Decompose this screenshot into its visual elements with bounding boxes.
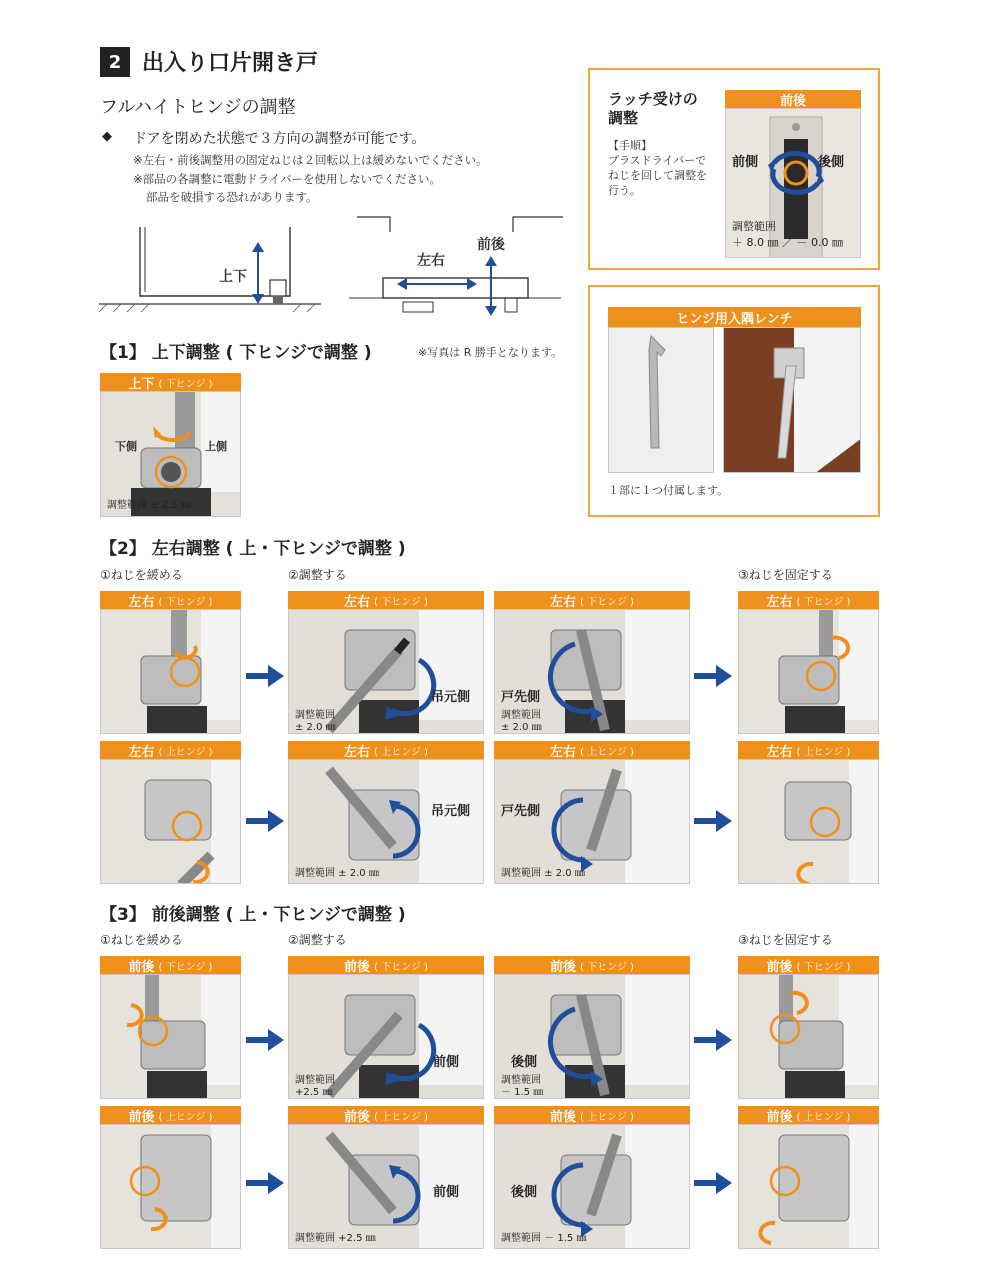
lr-upper-edge-range: 調整範囲 ± 2.0 ㎜: [501, 868, 585, 879]
arrow-right-icon: [694, 1029, 732, 1051]
fb-lower-front-range: 調整範囲 +2.5 ㎜: [295, 1075, 335, 1098]
lr-upper-loosen-panel: [100, 741, 241, 884]
lr-upper-adjust-hinge-panel: [288, 741, 484, 884]
fb-lower-adjust-back-photo: [494, 974, 690, 1099]
fb-lower-fix-tag: 前後 ( 下ヒンジ ): [738, 956, 879, 974]
section1-title: 【1】 上下調整 ( 下ヒンジで調整 ): [100, 343, 372, 363]
section2-step-loosen: ①ねじを緩める: [100, 568, 183, 582]
fb-lower-front-label: 前側: [433, 1055, 460, 1070]
arrow-right-icon: [246, 1029, 284, 1051]
latch-procedure: 【手順】 プラスドライバーで ねじを回して調整を 行う。: [608, 139, 707, 197]
fb-lower-loosen-panel: [100, 956, 241, 1099]
fb-lower-adjust-front-photo: [288, 974, 484, 1099]
lr-lower-adjust-hinge-photo: [288, 609, 484, 734]
section3-step-fix: ③ねじを固定する: [738, 933, 833, 947]
arrow-right-icon: [246, 1172, 284, 1194]
lr-upper-adjust-edge-photo: [494, 759, 690, 884]
section-title: 出入り口片開き戸: [142, 51, 319, 76]
lr-lower-adjust-edge-tag: 左右 ( 下ヒンジ ): [494, 591, 690, 609]
fb-upper-loosen-tag: 前後 ( 上ヒンジ ): [100, 1106, 241, 1124]
fb-upper-loosen-panel: [100, 1106, 241, 1249]
lr-lower-adjust-edge-photo: [494, 609, 690, 734]
wrench-note: １部に１つ付属します。: [608, 484, 729, 497]
lr-upper-edge-side-label: 戸先側: [501, 804, 541, 819]
lr-lower-loosen-tag: 左右 ( 下ヒンジ ): [100, 591, 241, 609]
wrench-photo: [608, 327, 714, 473]
lr-lower-edge-range: 調整範囲 ± 2.0 ㎜: [501, 710, 542, 733]
fb-lower-loosen-tag: 前後 ( 下ヒンジ ): [100, 956, 241, 974]
diamond-bullet-icon: ◆: [102, 129, 112, 144]
fb-upper-adjust-back-tag: 前後 ( 上ヒンジ ): [494, 1106, 690, 1124]
fb-upper-back-label: 後側: [511, 1185, 538, 1200]
updown-label: 上下: [219, 269, 247, 285]
lr-lower-adjust-hinge-tag: 左右 ( 下ヒンジ ): [288, 591, 484, 609]
latch-strike-adjust-box: [588, 68, 880, 270]
fb-upper-front-range: 調整範囲 +2.5 ㎜: [295, 1233, 376, 1244]
fb-upper-adjust-front-photo: [288, 1124, 484, 1249]
section2-step-adjust: ②調整する: [288, 568, 347, 582]
subtitle: フルハイトヒンジの調整: [100, 97, 296, 118]
lr-upper-adjust-edge-tag: 左右 ( 上ヒンジ ): [494, 741, 690, 759]
section-number-badge: 2: [100, 47, 130, 77]
lr-upper-adjust-hinge-photo: [288, 759, 484, 884]
lr-upper-hinge-side-label: 吊元側: [431, 804, 471, 819]
section3-title: 【3】 前後調整 ( 上・下ヒンジで調整 ): [100, 905, 406, 925]
fb-upper-fix-photo: [738, 1124, 879, 1249]
plan-view-diagram: [345, 212, 565, 322]
updown-range: 調整範囲 ± 2.5 ㎜: [107, 500, 191, 511]
section2-step-fix: ③ねじを固定する: [738, 568, 833, 582]
fb-lower-fix-panel: [738, 956, 879, 1099]
latch-back-label: 後側: [818, 155, 845, 170]
latch-front-label: 前側: [732, 155, 759, 170]
lr-upper-adjust-edge-panel: [494, 741, 690, 884]
note-damage-risk: 部品を破損する恐れがあります。: [146, 190, 318, 204]
fb-upper-back-range: 調整範囲 － 1.5 ㎜: [501, 1233, 587, 1244]
fb-upper-adjust-back-photo: [494, 1124, 690, 1249]
lr-upper-fix-tag: 左右 ( 上ヒンジ ): [738, 741, 879, 759]
latch-photo-panel: [725, 90, 861, 258]
updown-lower-label: 下側: [115, 440, 137, 453]
lr-lower-fix-panel: [738, 591, 879, 734]
leftright-label: 左右: [417, 253, 445, 269]
plan-view-drawing: [345, 212, 565, 322]
section2-title: 【2】 左右調整 ( 上・下ヒンジで調整 ): [100, 539, 406, 559]
latch-range-head: 調整範囲: [732, 220, 776, 233]
lr-upper-loosen-tag: 左右 ( 上ヒンジ ): [100, 741, 241, 759]
main-instruction: ドアを閉めた状態で３方向の調整が可能です。: [133, 131, 426, 147]
lr-lower-fix-tag: 左右 ( 下ヒンジ ): [738, 591, 879, 609]
section3-step-loosen: ①ねじを緩める: [100, 933, 183, 947]
fb-lower-adjust-front-panel: [288, 956, 484, 1099]
note-electric-driver: ※部品の各調整に電動ドライバーを使用しないでください。: [133, 172, 442, 186]
fb-upper-fix-tag: 前後 ( 上ヒンジ ): [738, 1106, 879, 1124]
section1-note: ※写真は R 勝手となります。: [418, 346, 562, 359]
updown-upper-label: 上側: [205, 440, 227, 453]
updown-photo: [100, 391, 241, 517]
section3-step-adjust: ②調整する: [288, 933, 347, 947]
latch-photo-tag: 前後: [725, 90, 861, 108]
fb-upper-loosen-photo: [100, 1124, 241, 1249]
lr-lower-loosen-panel: [100, 591, 241, 734]
lr-lower-loosen-photo: [100, 609, 241, 734]
latch-title: ラッチ受けの 調整: [608, 90, 698, 127]
lr-lower-edge-side-label: 戸先側: [501, 690, 541, 705]
updown-photo-panel: [100, 373, 241, 517]
fb-upper-front-label: 前側: [433, 1185, 460, 1200]
fb-lower-fix-photo: [738, 974, 879, 1099]
arrow-right-icon: [694, 665, 732, 687]
lr-upper-loosen-photo: [100, 759, 241, 884]
lr-lower-adjust-hinge-panel: [288, 591, 484, 734]
hinge-wrench-box: [588, 285, 880, 517]
wrench-title: ヒンジ用入隅レンチ: [608, 307, 861, 327]
arrow-right-icon: [246, 810, 284, 832]
fb-lower-loosen-photo: [100, 974, 241, 1099]
lr-lower-hinge-range: 調整範囲 ± 2.0 ㎜: [295, 710, 336, 733]
arrow-right-icon: [246, 665, 284, 687]
updown-diagram-drawing: [95, 222, 325, 312]
fb-lower-adjust-back-tag: 前後 ( 下ヒンジ ): [494, 956, 690, 974]
frontback-label: 前後: [477, 237, 505, 253]
lr-upper-hinge-range: 調整範囲 ± 2.0 ㎜: [295, 868, 379, 879]
fb-upper-adjust-front-tag: 前後 ( 上ヒンジ ): [288, 1106, 484, 1124]
wrench-in-use-photo: [723, 327, 861, 473]
arrow-right-icon: [694, 810, 732, 832]
lr-upper-fix-panel: [738, 741, 879, 884]
updown-photo-tag: 上下 ( 下ヒンジ ): [100, 373, 241, 391]
note-fixing-screw: ※左右・前後調整用の固定ねじは２回転以上は緩めないでください。: [133, 153, 488, 167]
fb-lower-adjust-back-panel: [494, 956, 690, 1099]
fb-lower-adjust-front-tag: 前後 ( 下ヒンジ ): [288, 956, 484, 974]
lr-lower-fix-photo: [738, 609, 879, 734]
lr-lower-adjust-edge-panel: [494, 591, 690, 734]
fb-lower-back-range: 調整範囲 － 1.5 ㎜: [501, 1075, 544, 1098]
latch-photo: [725, 108, 861, 258]
updown-diagram: [95, 222, 325, 312]
lr-upper-adjust-hinge-tag: 左右 ( 上ヒンジ ): [288, 741, 484, 759]
lr-upper-fix-photo: [738, 759, 879, 884]
fb-upper-adjust-front-panel: [288, 1106, 484, 1249]
fb-upper-fix-panel: [738, 1106, 879, 1249]
arrow-right-icon: [694, 1172, 732, 1194]
latch-range-value: ＋ 8.0 ㎜ ／ － 0.0 ㎜: [732, 236, 843, 249]
fb-upper-adjust-back-panel: [494, 1106, 690, 1249]
lr-lower-hinge-side-label: 吊元側: [431, 690, 471, 705]
fb-lower-back-label: 後側: [511, 1055, 538, 1070]
